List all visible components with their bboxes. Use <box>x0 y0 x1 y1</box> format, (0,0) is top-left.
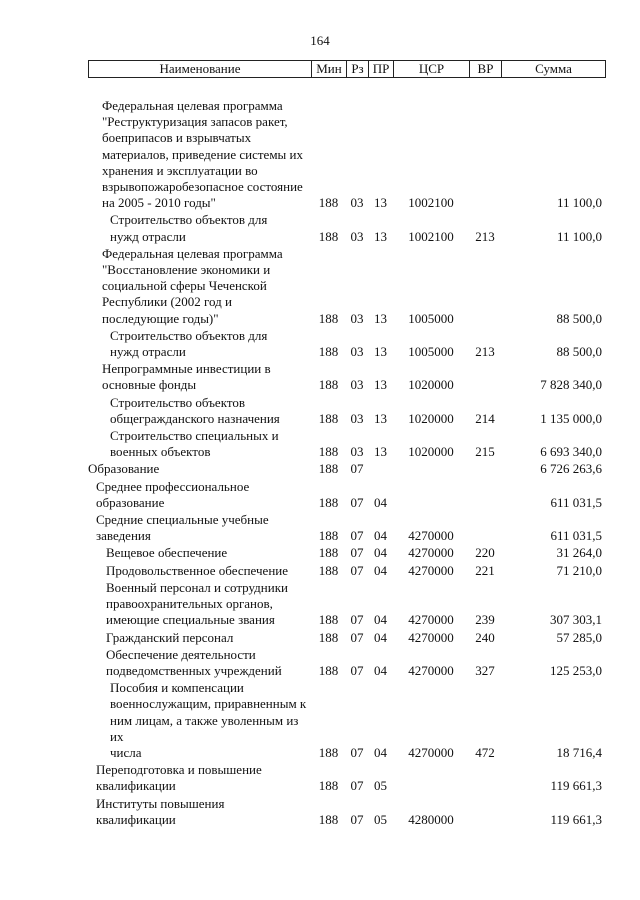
table-row <box>88 680 604 761</box>
row-csr: 4270000 <box>408 744 454 760</box>
row-min: 188 <box>318 195 339 211</box>
row-sum: 7 828 340,0 <box>540 377 602 393</box>
row-min: 188 <box>318 494 339 510</box>
row-name: Среднее профессиональное образование <box>96 478 250 510</box>
row-min: 188 <box>318 310 339 326</box>
table-row <box>88 212 604 244</box>
row-sum: 18 716,4 <box>556 744 602 760</box>
row-pr: 04 <box>374 494 387 510</box>
row-vr: 472 <box>475 744 495 760</box>
row-min: 188 <box>318 662 339 678</box>
row-vr: 239 <box>475 612 495 628</box>
row-sum: 6 726 263,6 <box>540 461 602 477</box>
row-rz: 07 <box>350 662 364 678</box>
row-csr: 4280000 <box>408 811 454 827</box>
row-csr: 4270000 <box>408 629 454 645</box>
row-vr: 220 <box>475 545 495 561</box>
row-rz: 03 <box>350 444 364 460</box>
table-row <box>88 479 604 511</box>
row-vr: 214 <box>475 410 495 426</box>
row-sum: 71 210,0 <box>556 562 602 578</box>
row-sum: 1 135 000,0 <box>540 410 602 426</box>
row-sum: 88 500,0 <box>556 310 602 326</box>
row-name: Гражданский персонал <box>106 629 234 645</box>
table-row <box>88 328 604 360</box>
row-pr: 05 <box>374 778 387 794</box>
column-header-vr: ВР <box>470 61 502 77</box>
table-row <box>88 461 604 477</box>
row-sum: 125 253,0 <box>550 662 602 678</box>
row-name: Обеспечение деятельности подведомственных учреждений <box>106 646 282 678</box>
row-rz: 07 <box>350 461 364 477</box>
row-vr: 213 <box>475 344 495 360</box>
row-rz: 07 <box>350 528 364 544</box>
row-pr: 04 <box>374 612 387 628</box>
table-row <box>88 98 604 211</box>
row-min: 188 <box>318 410 339 426</box>
row-name: Вещевое обеспечение <box>106 545 228 561</box>
row-sum: 611 031,5 <box>550 494 602 510</box>
row-rz: 03 <box>350 344 364 360</box>
row-csr: 1020000 <box>408 377 454 393</box>
row-csr: 1005000 <box>408 344 454 360</box>
column-header-csr: ЦСР <box>394 61 470 77</box>
row-rz: 07 <box>350 494 364 510</box>
row-pr: 04 <box>374 545 387 561</box>
row-name: Федеральная целевая программа "Реструктуризация запасов ракет, боеприпасов и взрывчатых материалов, приведение системы их хранения и эксплуатации во взрывопожаробезопасное состояние на 2005 - 2010 годы" <box>102 98 303 211</box>
row-csr: 1002100 <box>408 228 454 244</box>
row-csr: 4270000 <box>408 562 454 578</box>
row-min: 188 <box>318 461 339 477</box>
row-sum: 31 264,0 <box>556 545 602 561</box>
column-header-rz: Рз <box>347 61 369 77</box>
page-number: 164 <box>310 33 330 48</box>
row-min: 188 <box>318 612 339 628</box>
row-csr: 1020000 <box>408 444 454 460</box>
row-pr: 13 <box>374 410 387 426</box>
row-pr: 13 <box>374 344 387 360</box>
row-pr: 04 <box>374 662 387 678</box>
table-row <box>88 796 604 828</box>
row-pr: 13 <box>374 228 387 244</box>
row-vr: 213 <box>475 228 495 244</box>
table-row <box>88 545 604 561</box>
row-min: 188 <box>318 562 339 578</box>
row-sum: 307 303,1 <box>550 612 602 628</box>
table-row <box>88 395 604 427</box>
row-name: Строительство объектов для нужд отрасли <box>110 327 268 360</box>
row-rz: 07 <box>350 612 364 628</box>
row-csr: 1005000 <box>408 310 454 326</box>
column-header-sum: Сумма <box>535 61 572 76</box>
row-min: 188 <box>318 778 339 794</box>
column-header-name: Наименование <box>89 61 312 77</box>
row-csr: 1002100 <box>408 195 454 211</box>
row-pr: 13 <box>374 310 387 326</box>
row-name: Строительство объектов общегражданского назначения <box>110 394 280 426</box>
row-rz: 07 <box>350 629 364 645</box>
row-csr: 4270000 <box>408 612 454 628</box>
row-min: 188 <box>318 629 339 645</box>
row-rz: 03 <box>350 377 364 393</box>
table-row <box>88 246 604 327</box>
row-min: 188 <box>318 545 339 561</box>
row-pr: 04 <box>374 528 387 544</box>
row-rz: 03 <box>350 310 364 326</box>
row-min: 188 <box>318 528 339 544</box>
row-min: 188 <box>318 344 339 360</box>
table-row <box>88 630 604 646</box>
table-row <box>88 361 604 393</box>
row-name: Средние специальные учебные заведения <box>96 512 269 544</box>
table-row <box>88 762 604 794</box>
row-min: 188 <box>318 744 339 760</box>
row-pr: 05 <box>374 811 387 827</box>
row-sum: 11 100,0 <box>556 228 602 244</box>
row-sum: 119 661,3 <box>550 811 602 827</box>
row-sum: 11 100,0 <box>556 195 602 211</box>
column-header-pr: ПР <box>369 61 394 77</box>
row-vr: 327 <box>475 662 495 678</box>
row-csr: 4270000 <box>408 662 454 678</box>
row-pr: 04 <box>374 562 387 578</box>
table-header <box>88 60 606 78</box>
row-min: 188 <box>318 444 339 460</box>
row-vr: 240 <box>475 629 495 645</box>
row-sum: 6 693 340,0 <box>540 444 602 460</box>
column-header-min: Мин <box>312 61 347 77</box>
row-csr: 4270000 <box>408 528 454 544</box>
row-sum: 88 500,0 <box>556 344 602 360</box>
row-name: Военный персонал и сотрудники правоохранительных органов, имеющие специальные звания <box>106 579 288 628</box>
row-min: 188 <box>318 228 339 244</box>
table-row <box>88 428 604 460</box>
row-pr: 13 <box>374 195 387 211</box>
table-row <box>88 563 604 579</box>
row-sum: 119 661,3 <box>550 778 602 794</box>
table-row <box>88 580 604 629</box>
table-row <box>88 647 604 679</box>
table-body <box>88 98 604 829</box>
row-name: Продовольственное обеспечение <box>106 562 288 578</box>
row-vr: 221 <box>475 562 495 578</box>
row-pr: 13 <box>374 377 387 393</box>
row-rz: 07 <box>350 545 364 561</box>
row-sum: 57 285,0 <box>556 629 602 645</box>
row-name: Непрограммные инвестиции в основные фонды <box>102 361 271 393</box>
row-rz: 03 <box>350 410 364 426</box>
row-rz: 07 <box>350 811 364 827</box>
row-csr: 4270000 <box>408 545 454 561</box>
row-name: Переподготовка и повышение квалификации <box>96 762 262 794</box>
row-rz: 07 <box>350 562 364 578</box>
row-rz: 07 <box>350 744 364 760</box>
row-name: Федеральная целевая программа "Восстановление экономики и социальной сферы Чеченской Республики (2002 год и последующие годы)" <box>102 245 283 326</box>
row-name: Институты повышения квалификации <box>96 795 225 827</box>
row-name: Пособия и компенсации военнослужащим, приравненным к ним лицам, а также уволенным из их числа <box>110 680 307 760</box>
row-rz: 03 <box>350 228 364 244</box>
row-name: Строительство специальных и военных объектов <box>110 428 279 460</box>
row-min: 188 <box>318 377 339 393</box>
row-pr: 04 <box>374 744 387 760</box>
row-pr: 04 <box>374 629 387 645</box>
row-rz: 07 <box>350 778 364 794</box>
row-vr: 215 <box>475 444 495 460</box>
table-row <box>88 512 604 544</box>
row-pr: 13 <box>374 444 387 460</box>
row-name: Образование <box>88 461 160 477</box>
row-sum: 611 031,5 <box>550 528 602 544</box>
row-name: Строительство объектов для нужд отрасли <box>110 212 268 244</box>
row-rz: 03 <box>350 195 364 211</box>
row-csr: 1020000 <box>408 410 454 426</box>
row-min: 188 <box>318 811 339 827</box>
